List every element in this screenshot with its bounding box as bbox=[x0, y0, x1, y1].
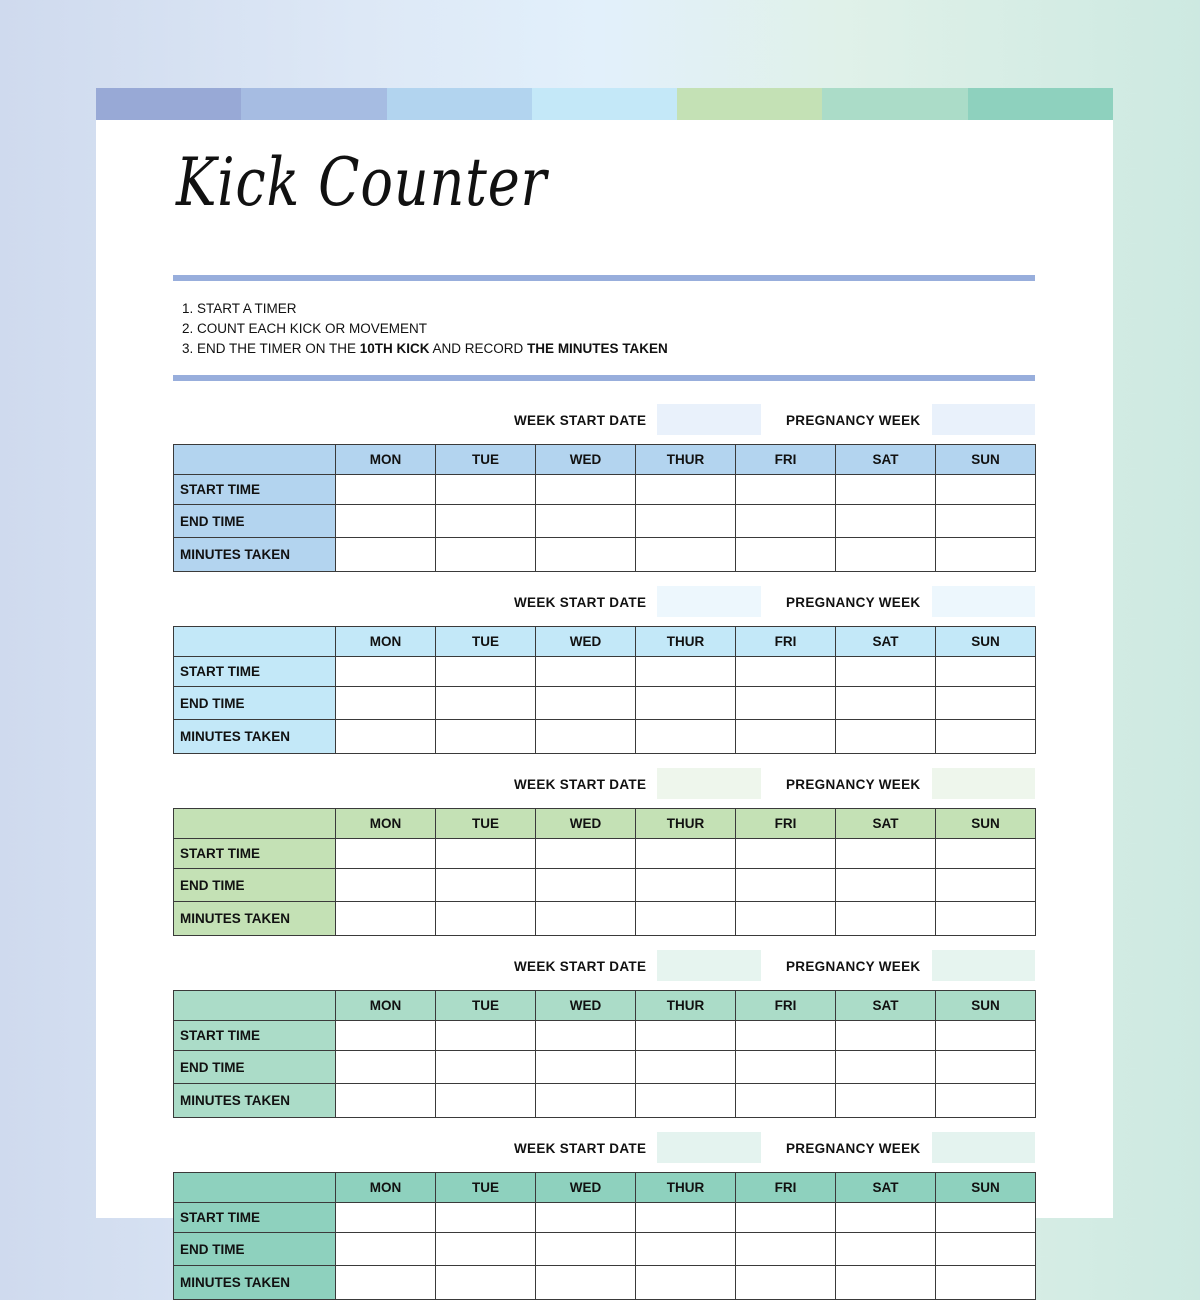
instructions bbox=[182, 299, 668, 359]
entry-cell[interactable] bbox=[336, 1051, 436, 1084]
planner-page bbox=[96, 88, 1113, 1290]
entry-cell[interactable] bbox=[336, 538, 436, 572]
day-header: TUE bbox=[436, 991, 536, 1021]
week-start-date-field[interactable] bbox=[657, 1132, 761, 1163]
week-block bbox=[173, 586, 1035, 744]
entry-cell[interactable] bbox=[436, 839, 536, 869]
table-header-row bbox=[174, 627, 1036, 657]
week-start-date-field[interactable] bbox=[657, 950, 761, 981]
entry-cell[interactable] bbox=[636, 839, 736, 869]
week-block bbox=[173, 950, 1035, 1108]
color-bar bbox=[96, 88, 1113, 120]
pregnancy-week-label: PREGNANCY WEEK bbox=[786, 595, 921, 610]
day-header: MON bbox=[336, 1173, 436, 1203]
entry-cell[interactable] bbox=[836, 839, 936, 869]
entry-cell[interactable] bbox=[536, 902, 636, 936]
entry-cell[interactable] bbox=[836, 1021, 936, 1051]
table-row bbox=[174, 1233, 1036, 1266]
entry-cell[interactable] bbox=[436, 505, 536, 538]
entry-cell[interactable] bbox=[736, 657, 836, 687]
entry-cell[interactable] bbox=[636, 1233, 736, 1266]
entry-cell[interactable] bbox=[536, 720, 636, 754]
corner-cell bbox=[174, 627, 336, 657]
entry-cell[interactable] bbox=[536, 475, 636, 505]
divider-bottom bbox=[173, 375, 1035, 381]
day-header: SAT bbox=[836, 627, 936, 657]
divider-top bbox=[173, 275, 1035, 281]
entry-cell[interactable] bbox=[936, 1051, 1036, 1084]
row-label: MINUTES TAKEN bbox=[174, 1084, 336, 1118]
entry-cell[interactable] bbox=[436, 902, 536, 936]
entry-cell[interactable] bbox=[936, 1084, 1036, 1118]
entry-cell[interactable] bbox=[536, 1051, 636, 1084]
table-row bbox=[174, 1021, 1036, 1051]
week-fields bbox=[173, 950, 1035, 983]
entry-cell[interactable] bbox=[436, 1051, 536, 1084]
day-header: SAT bbox=[836, 1173, 936, 1203]
kick-log-table bbox=[173, 1172, 1036, 1300]
entry-cell[interactable] bbox=[336, 657, 436, 687]
entry-cell[interactable] bbox=[536, 839, 636, 869]
entry-cell[interactable] bbox=[636, 1051, 736, 1084]
week-fields bbox=[173, 1132, 1035, 1165]
row-label: MINUTES TAKEN bbox=[174, 1266, 336, 1300]
entry-cell[interactable] bbox=[736, 475, 836, 505]
day-header: THUR bbox=[636, 627, 736, 657]
entry-cell[interactable] bbox=[836, 687, 936, 720]
entry-cell[interactable] bbox=[336, 475, 436, 505]
day-header: TUE bbox=[436, 627, 536, 657]
corner-cell bbox=[174, 991, 336, 1021]
day-header: WED bbox=[536, 991, 636, 1021]
pregnancy-week-label: PREGNANCY WEEK bbox=[786, 1141, 921, 1156]
color-swatch bbox=[968, 88, 1113, 120]
entry-cell[interactable] bbox=[536, 505, 636, 538]
entry-cell[interactable] bbox=[936, 505, 1036, 538]
week-block bbox=[173, 768, 1035, 926]
day-header: FRI bbox=[736, 991, 836, 1021]
entry-cell[interactable] bbox=[336, 1203, 436, 1233]
day-header: TUE bbox=[436, 1173, 536, 1203]
entry-cell[interactable] bbox=[736, 1203, 836, 1233]
day-header: FRI bbox=[736, 445, 836, 475]
table-row bbox=[174, 475, 1036, 505]
entry-cell[interactable] bbox=[336, 1021, 436, 1051]
entry-cell[interactable] bbox=[536, 1021, 636, 1051]
entry-cell[interactable] bbox=[936, 538, 1036, 572]
day-header: SUN bbox=[936, 1173, 1036, 1203]
week-fields bbox=[173, 768, 1035, 801]
pregnancy-week-label: PREGNANCY WEEK bbox=[786, 413, 921, 428]
row-label: END TIME bbox=[174, 505, 336, 538]
entry-cell[interactable] bbox=[836, 505, 936, 538]
week-start-date-label: WEEK START DATE bbox=[514, 595, 647, 610]
entry-cell[interactable] bbox=[336, 1266, 436, 1300]
kick-log-table bbox=[173, 990, 1036, 1118]
table-header-row bbox=[174, 991, 1036, 1021]
row-label: MINUTES TAKEN bbox=[174, 902, 336, 936]
week-start-date-label: WEEK START DATE bbox=[514, 413, 647, 428]
entry-cell[interactable] bbox=[936, 1233, 1036, 1266]
pregnancy-week-field[interactable] bbox=[932, 1132, 1035, 1163]
day-header: TUE bbox=[436, 809, 536, 839]
table-row bbox=[174, 869, 1036, 902]
entry-cell[interactable] bbox=[436, 538, 536, 572]
table-row bbox=[174, 687, 1036, 720]
entry-cell[interactable] bbox=[936, 687, 1036, 720]
row-label: START TIME bbox=[174, 839, 336, 869]
entry-cell[interactable] bbox=[336, 869, 436, 902]
kick-log-table bbox=[173, 626, 1036, 754]
week-start-date-field[interactable] bbox=[657, 768, 761, 799]
day-header: FRI bbox=[736, 809, 836, 839]
color-swatch bbox=[532, 88, 677, 120]
entry-cell[interactable] bbox=[536, 657, 636, 687]
week-start-date-label: WEEK START DATE bbox=[514, 1141, 647, 1156]
entry-cell[interactable] bbox=[636, 475, 736, 505]
entry-cell[interactable] bbox=[736, 902, 836, 936]
week-start-date-field[interactable] bbox=[657, 586, 761, 617]
table-row bbox=[174, 1084, 1036, 1118]
week-start-date-label: WEEK START DATE bbox=[514, 959, 647, 974]
table-header-row bbox=[174, 809, 1036, 839]
entry-cell[interactable] bbox=[936, 475, 1036, 505]
table-row bbox=[174, 1051, 1036, 1084]
entry-cell[interactable] bbox=[436, 1266, 536, 1300]
entry-cell[interactable] bbox=[736, 839, 836, 869]
entry-cell[interactable] bbox=[836, 1084, 936, 1118]
color-swatch bbox=[387, 88, 532, 120]
entry-cell[interactable] bbox=[336, 505, 436, 538]
entry-cell[interactable] bbox=[936, 1266, 1036, 1300]
entry-cell[interactable] bbox=[836, 720, 936, 754]
entry-cell[interactable] bbox=[436, 1203, 536, 1233]
table-row bbox=[174, 1203, 1036, 1233]
entry-cell[interactable] bbox=[536, 1203, 636, 1233]
table-row bbox=[174, 839, 1036, 869]
row-label: END TIME bbox=[174, 869, 336, 902]
day-header: WED bbox=[536, 445, 636, 475]
entry-cell[interactable] bbox=[736, 720, 836, 754]
entry-cell[interactable] bbox=[836, 869, 936, 902]
entry-cell[interactable] bbox=[936, 839, 1036, 869]
entry-cell[interactable] bbox=[736, 869, 836, 902]
week-start-date-field[interactable] bbox=[657, 404, 761, 435]
row-label: END TIME bbox=[174, 1233, 336, 1266]
table-header-row bbox=[174, 445, 1036, 475]
entry-cell[interactable] bbox=[636, 1203, 736, 1233]
day-header: SUN bbox=[936, 445, 1036, 475]
entry-cell[interactable] bbox=[636, 1266, 736, 1300]
day-header: WED bbox=[536, 809, 636, 839]
entry-cell[interactable] bbox=[836, 1051, 936, 1084]
instruction-3: 3. END THE TIMER ON THE 10TH KICK AND RECORD THE MINUTES TAKEN bbox=[182, 341, 668, 356]
entry-cell[interactable] bbox=[336, 902, 436, 936]
table-row bbox=[174, 505, 1036, 538]
day-header: SAT bbox=[836, 991, 936, 1021]
day-header: TUE bbox=[436, 445, 536, 475]
entry-cell[interactable] bbox=[836, 538, 936, 572]
entry-cell[interactable] bbox=[736, 1084, 836, 1118]
entry-cell[interactable] bbox=[936, 1203, 1036, 1233]
table-row bbox=[174, 1266, 1036, 1300]
row-label: END TIME bbox=[174, 687, 336, 720]
entry-cell[interactable] bbox=[636, 1084, 736, 1118]
entry-cell[interactable] bbox=[436, 1021, 536, 1051]
row-label: MINUTES TAKEN bbox=[174, 538, 336, 572]
entry-cell[interactable] bbox=[736, 687, 836, 720]
entry-cell[interactable] bbox=[536, 687, 636, 720]
entry-cell[interactable] bbox=[536, 538, 636, 572]
table-row bbox=[174, 657, 1036, 687]
pregnancy-week-label: PREGNANCY WEEK bbox=[786, 777, 921, 792]
entry-cell[interactable] bbox=[836, 902, 936, 936]
day-header: THUR bbox=[636, 1173, 736, 1203]
entry-cell[interactable] bbox=[836, 1266, 936, 1300]
day-header: SUN bbox=[936, 991, 1036, 1021]
day-header: MON bbox=[336, 445, 436, 475]
entry-cell[interactable] bbox=[436, 1233, 536, 1266]
day-header: WED bbox=[536, 1173, 636, 1203]
week-block bbox=[173, 1132, 1035, 1290]
corner-cell bbox=[174, 445, 336, 475]
entry-cell[interactable] bbox=[636, 505, 736, 538]
instruction-1: 1. START A TIMER bbox=[182, 301, 297, 316]
row-label: MINUTES TAKEN bbox=[174, 720, 336, 754]
row-label: END TIME bbox=[174, 1051, 336, 1084]
entry-cell[interactable] bbox=[536, 1233, 636, 1266]
week-block bbox=[173, 404, 1035, 562]
day-header: MON bbox=[336, 627, 436, 657]
day-header: MON bbox=[336, 991, 436, 1021]
color-swatch bbox=[241, 88, 386, 120]
pregnancy-week-field[interactable] bbox=[932, 768, 1035, 799]
entry-cell[interactable] bbox=[936, 720, 1036, 754]
entry-cell[interactable] bbox=[436, 869, 536, 902]
entry-cell[interactable] bbox=[736, 1021, 836, 1051]
day-header: THUR bbox=[636, 991, 736, 1021]
entry-cell[interactable] bbox=[636, 869, 736, 902]
day-header: THUR bbox=[636, 809, 736, 839]
row-label: START TIME bbox=[174, 1021, 336, 1051]
entry-cell[interactable] bbox=[736, 1051, 836, 1084]
pregnancy-week-field[interactable] bbox=[932, 586, 1035, 617]
day-header: WED bbox=[536, 627, 636, 657]
entry-cell[interactable] bbox=[636, 538, 736, 572]
entry-cell[interactable] bbox=[936, 869, 1036, 902]
day-header: SAT bbox=[836, 445, 936, 475]
week-fields bbox=[173, 586, 1035, 619]
color-swatch bbox=[677, 88, 822, 120]
week-fields bbox=[173, 404, 1035, 437]
entry-cell[interactable] bbox=[436, 475, 536, 505]
entry-cell[interactable] bbox=[736, 1266, 836, 1300]
color-swatch bbox=[96, 88, 241, 120]
entry-cell[interactable] bbox=[336, 839, 436, 869]
entry-cell[interactable] bbox=[436, 1084, 536, 1118]
entry-cell[interactable] bbox=[436, 720, 536, 754]
entry-cell[interactable] bbox=[836, 657, 936, 687]
week-start-date-label: WEEK START DATE bbox=[514, 777, 647, 792]
entry-cell[interactable] bbox=[636, 657, 736, 687]
day-header: SAT bbox=[836, 809, 936, 839]
entry-cell[interactable] bbox=[836, 1203, 936, 1233]
kick-log-table bbox=[173, 808, 1036, 936]
entry-cell[interactable] bbox=[336, 1233, 436, 1266]
entry-cell[interactable] bbox=[936, 657, 1036, 687]
table-row bbox=[174, 902, 1036, 936]
pregnancy-week-field[interactable] bbox=[932, 404, 1035, 435]
entry-cell[interactable] bbox=[636, 902, 736, 936]
color-swatch bbox=[822, 88, 967, 120]
corner-cell bbox=[174, 1173, 336, 1203]
entry-cell[interactable] bbox=[936, 902, 1036, 936]
day-header: SUN bbox=[936, 627, 1036, 657]
entry-cell[interactable] bbox=[336, 687, 436, 720]
entry-cell[interactable] bbox=[436, 657, 536, 687]
table-row bbox=[174, 538, 1036, 572]
day-header: THUR bbox=[636, 445, 736, 475]
entry-cell[interactable] bbox=[736, 505, 836, 538]
day-header: FRI bbox=[736, 1173, 836, 1203]
pregnancy-week-label: PREGNANCY WEEK bbox=[786, 959, 921, 974]
instruction-2: 2. COUNT EACH KICK OR MOVEMENT bbox=[182, 321, 428, 336]
entry-cell[interactable] bbox=[636, 687, 736, 720]
entry-cell[interactable] bbox=[636, 1021, 736, 1051]
table-row bbox=[174, 720, 1036, 754]
row-label: START TIME bbox=[174, 657, 336, 687]
table-header-row bbox=[174, 1173, 1036, 1203]
entry-cell[interactable] bbox=[436, 687, 536, 720]
page-title: Kick Counter bbox=[176, 144, 548, 221]
entry-cell[interactable] bbox=[736, 1233, 836, 1266]
entry-cell[interactable] bbox=[536, 869, 636, 902]
row-label: START TIME bbox=[174, 475, 336, 505]
entry-cell[interactable] bbox=[336, 1084, 436, 1118]
entry-cell[interactable] bbox=[636, 720, 736, 754]
entry-cell[interactable] bbox=[736, 538, 836, 572]
day-header: MON bbox=[336, 809, 436, 839]
entry-cell[interactable] bbox=[336, 720, 436, 754]
pregnancy-week-field[interactable] bbox=[932, 950, 1035, 981]
day-header: SUN bbox=[936, 809, 1036, 839]
row-label: START TIME bbox=[174, 1203, 336, 1233]
day-header: FRI bbox=[736, 627, 836, 657]
entry-cell[interactable] bbox=[836, 1233, 936, 1266]
corner-cell bbox=[174, 809, 336, 839]
entry-cell[interactable] bbox=[536, 1084, 636, 1118]
kick-log-table bbox=[173, 444, 1036, 572]
entry-cell[interactable] bbox=[936, 1021, 1036, 1051]
entry-cell[interactable] bbox=[836, 475, 936, 505]
entry-cell[interactable] bbox=[536, 1266, 636, 1300]
